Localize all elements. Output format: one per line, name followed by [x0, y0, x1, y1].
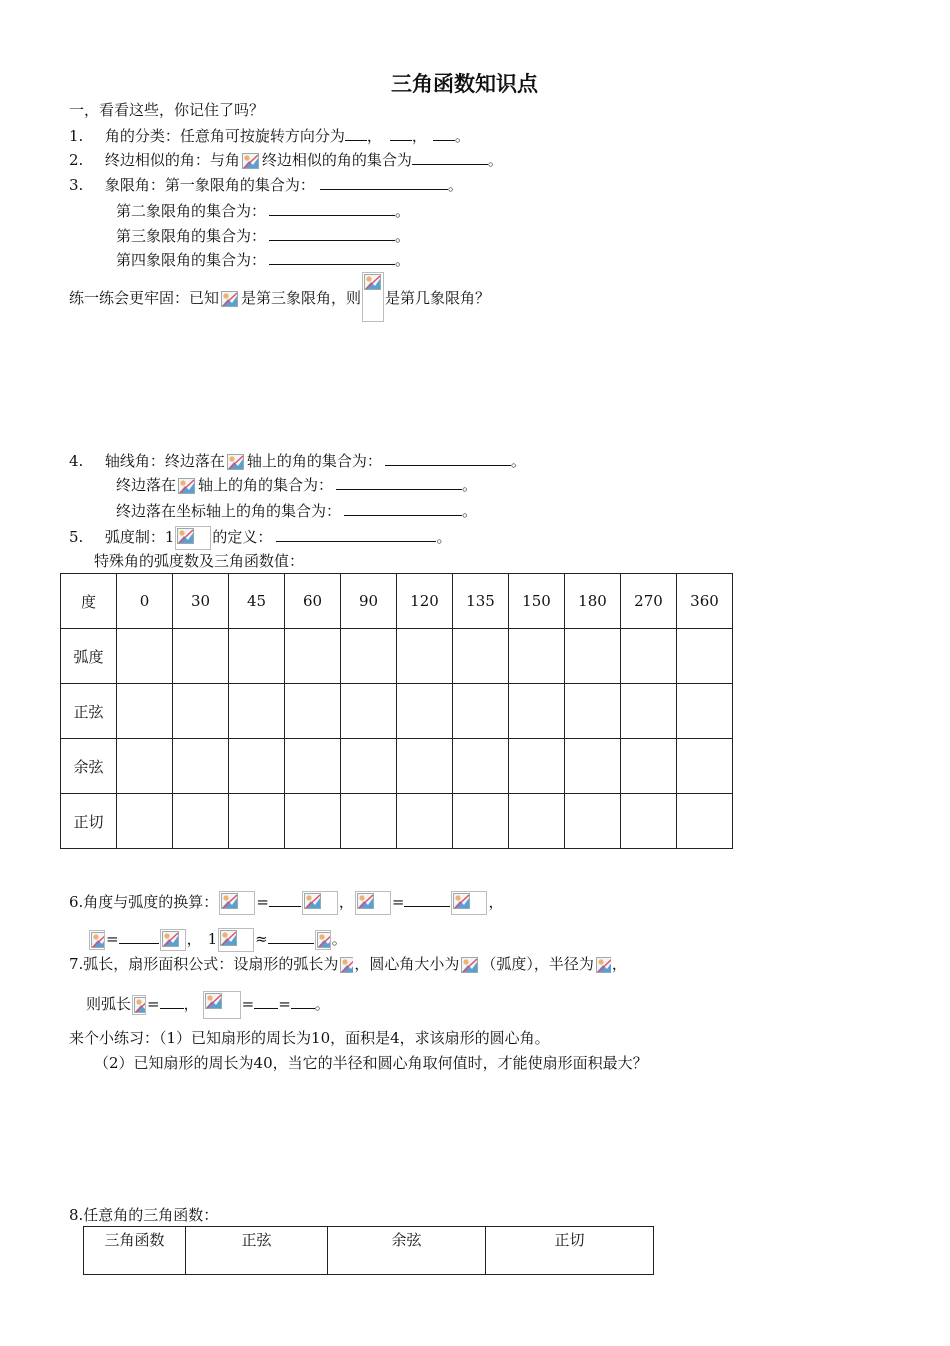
question-1 [69, 126, 470, 146]
table-cell: 余弦 [61, 739, 117, 794]
blank-cell[interactable] [341, 629, 397, 684]
special-angles-table [60, 573, 733, 849]
q4-line-1-b: 轴上的角的集合为： [246, 452, 382, 470]
table-row [61, 684, 733, 739]
blank-cell[interactable] [229, 739, 285, 794]
q1-number: 1. [69, 127, 84, 145]
blank-cell[interactable] [341, 794, 397, 849]
q2-text-b: 终边相似的角的集合为 [261, 151, 412, 169]
table-row [61, 739, 733, 794]
blank-cell[interactable] [117, 739, 173, 794]
broken-image-icon [595, 956, 611, 974]
practice-1-b: 是第三象限角，则 [241, 289, 362, 307]
table-cell: 90 [341, 574, 397, 629]
question-6 [69, 891, 504, 915]
q5-text-b: 的定义： [212, 528, 273, 546]
broken-image-icon [460, 956, 480, 974]
trig-functions-table [83, 1226, 654, 1275]
blank[interactable] [412, 150, 488, 165]
comma: ， [186, 930, 202, 948]
blank[interactable] [291, 994, 315, 1009]
q3-number: 3. [69, 176, 84, 194]
broken-image-icon [355, 891, 391, 915]
blank-cell[interactable] [677, 629, 733, 684]
question-4 [69, 451, 526, 471]
table-cell: 30 [173, 574, 229, 629]
blank-cell[interactable] [341, 739, 397, 794]
table-cell: 270 [621, 574, 677, 629]
practice-1-a: 练一练会更牢固：已知 [69, 289, 220, 307]
table-row [61, 574, 733, 629]
section-heading: 一，看看这些，你记住了吗？ [69, 101, 265, 119]
blank[interactable] [276, 527, 436, 542]
blank-cell[interactable] [565, 739, 621, 794]
broken-image-icon [226, 453, 246, 471]
table-row [84, 1227, 654, 1275]
q7-c: （弧度），半径为 [481, 955, 594, 973]
table-cell: 135 [453, 574, 509, 629]
q6-end: 。 [331, 930, 347, 948]
q4-end: 。 [462, 476, 478, 494]
blank-cell[interactable] [453, 629, 509, 684]
q4-line-3: 终边落在坐标轴上的角的集合为： [116, 502, 342, 520]
blank[interactable] [336, 475, 462, 490]
q7-line-2-a: 则弧长 [86, 995, 132, 1013]
q3-line-2-row [116, 201, 410, 221]
broken-image-icon [177, 477, 197, 495]
broken-image-icon [315, 930, 331, 950]
q1-sep: ， [366, 127, 382, 145]
q5-number: 5. [69, 528, 84, 546]
blank[interactable] [160, 994, 184, 1009]
blank-cell[interactable] [453, 739, 509, 794]
table-cell: 45 [229, 574, 285, 629]
q2-text-a: 终边相似的角：与角 [104, 151, 240, 169]
q7-d: ， [611, 955, 627, 973]
table-cell: 正弦 [186, 1227, 328, 1275]
q3-line-4: 第四象限角的集合为： [116, 251, 267, 269]
q1-sep: ， [411, 127, 427, 145]
broken-image-icon [362, 272, 384, 322]
blank-cell[interactable] [453, 794, 509, 849]
q3-end: 。 [395, 227, 411, 245]
blank-cell[interactable] [117, 629, 173, 684]
question-8: 8.任意角的三角函数： [69, 1206, 219, 1224]
table-cell: 0 [117, 574, 173, 629]
approx-sign: ≈ [255, 930, 268, 948]
broken-image-icon [218, 928, 254, 952]
q6-line-2 [88, 928, 347, 952]
blank-cell[interactable] [677, 739, 733, 794]
table-cell: 正切 [61, 794, 117, 849]
q7-b: ，圆心角大小为 [354, 955, 460, 973]
blank-cell[interactable] [509, 794, 565, 849]
q4-line-2-row [116, 475, 477, 495]
blank[interactable] [269, 892, 301, 907]
equals: = [241, 995, 255, 1013]
broken-image-icon [160, 929, 186, 951]
blank[interactable] [433, 126, 455, 141]
q3-line-4-row [116, 250, 410, 270]
broken-image-icon [89, 930, 105, 950]
blank-cell[interactable] [621, 684, 677, 739]
q3-line-1: 象限角：第一象限角的集合为： [104, 176, 315, 194]
blank-cell[interactable] [565, 684, 621, 739]
table-row [61, 629, 733, 684]
blank-cell[interactable] [285, 684, 341, 739]
blank-cell[interactable] [565, 794, 621, 849]
equals: = [391, 893, 405, 911]
broken-image-icon [241, 152, 261, 170]
q2-number: 2. [69, 151, 84, 169]
blank-cell[interactable] [453, 684, 509, 739]
blank[interactable] [404, 892, 450, 907]
blank-cell[interactable] [173, 739, 229, 794]
table-cell: 正切 [486, 1227, 654, 1275]
q3-line-3-row [116, 226, 410, 246]
q1-text: 角的分类：任意角可按旋转方向分为 [104, 127, 345, 145]
comma: ， [183, 995, 199, 1013]
broken-image-icon [175, 526, 211, 550]
q4-end: 。 [510, 452, 526, 470]
q4-line-2-b: 轴上的角的集合为： [198, 476, 334, 494]
practice-1-c: 是第几象限角？ [385, 289, 491, 307]
blank-cell[interactable] [397, 739, 453, 794]
q4-line-3-row [116, 501, 477, 521]
q7-end: 。 [314, 995, 330, 1013]
q5-sub: 特殊角的弧度数及三角函数值： [94, 552, 305, 570]
blank-cell[interactable] [229, 629, 285, 684]
practice-1 [69, 288, 490, 322]
blank-cell[interactable] [285, 739, 341, 794]
blank-cell[interactable] [285, 629, 341, 684]
blank-cell[interactable] [229, 794, 285, 849]
blank-cell[interactable] [173, 684, 229, 739]
q7-line-2 [86, 991, 330, 1019]
comma: ， [338, 893, 354, 911]
q3-line-2: 第二象限角的集合为： [116, 202, 267, 220]
broken-image-icon [339, 956, 353, 974]
table-cell: 360 [677, 574, 733, 629]
blank[interactable] [254, 994, 278, 1009]
equals: = [256, 893, 269, 911]
blank-cell[interactable] [621, 629, 677, 684]
practice-2-line-2: （2）已知扇形的周长为40，当它的半径和圆心角取何值时，才能使扇形面积最大？ [94, 1054, 648, 1072]
blank[interactable] [268, 929, 314, 944]
broken-image-icon [203, 991, 241, 1019]
blank[interactable] [390, 126, 412, 141]
blank[interactable] [385, 451, 511, 466]
blank-cell[interactable] [173, 794, 229, 849]
blank[interactable] [269, 250, 395, 265]
blank-cell[interactable] [397, 684, 453, 739]
table-cell: 正弦 [61, 684, 117, 739]
question-3 [69, 175, 463, 195]
blank[interactable] [345, 126, 367, 141]
q1-end: 。 [454, 127, 470, 145]
q4-line-1-a: 轴线角：终边落在 [104, 452, 225, 470]
table-row [61, 794, 733, 849]
blank[interactable] [119, 929, 159, 944]
practice-2-line-1: 来个小练习：（1）已知扇形的周长为10，面积是4，求该扇形的圆心角。 [69, 1029, 550, 1047]
blank[interactable] [320, 175, 448, 190]
q2-end: 。 [487, 151, 503, 169]
blank-cell[interactable] [117, 794, 173, 849]
blank-cell[interactable] [397, 794, 453, 849]
q3-end: 。 [395, 251, 411, 269]
blank-cell[interactable] [677, 684, 733, 739]
q4-end: 。 [462, 502, 478, 520]
table-cell: 度 [61, 574, 117, 629]
q4-number: 4. [69, 452, 84, 470]
q6-label: 6.角度与弧度的换算： [69, 893, 219, 911]
q3-line-3: 第三象限角的集合为： [116, 227, 267, 245]
page-title: 三角函数知识点 [391, 71, 538, 96]
blank-cell[interactable] [117, 684, 173, 739]
question-7 [69, 954, 627, 974]
blank-cell[interactable] [509, 739, 565, 794]
blank[interactable] [344, 501, 462, 516]
table-cell: 三角函数 [84, 1227, 186, 1275]
comma: ， [488, 893, 504, 911]
table-cell: 余弦 [328, 1227, 486, 1275]
equals: = [106, 930, 119, 948]
broken-image-icon [220, 290, 240, 308]
blank-cell[interactable] [173, 629, 229, 684]
table-cell: 150 [509, 574, 565, 629]
table-cell: 180 [565, 574, 621, 629]
blank-cell[interactable] [397, 629, 453, 684]
blank-cell[interactable] [621, 794, 677, 849]
q3-end: 。 [395, 202, 411, 220]
q5-end: 。 [436, 528, 452, 546]
broken-image-icon [132, 995, 146, 1015]
equals: = [278, 995, 291, 1013]
broken-image-icon [451, 891, 487, 915]
blank-cell[interactable] [229, 684, 285, 739]
q4-line-2-a: 终边落在 [116, 476, 177, 494]
broken-image-icon [219, 891, 255, 915]
blank[interactable] [269, 201, 395, 216]
blank-cell[interactable] [677, 794, 733, 849]
blank-cell[interactable] [509, 684, 565, 739]
equals: = [147, 995, 160, 1013]
blank-cell[interactable] [509, 629, 565, 684]
table-cell: 60 [285, 574, 341, 629]
q3-end: 。 [447, 176, 463, 194]
question-2 [69, 150, 503, 170]
q5-text-a: 弧度制：1 [104, 528, 175, 546]
broken-image-icon [302, 891, 338, 915]
question-5 [69, 526, 451, 550]
blank-cell[interactable] [565, 629, 621, 684]
blank-cell[interactable] [285, 794, 341, 849]
blank[interactable] [269, 226, 395, 241]
one: 1 [207, 930, 218, 948]
blank-cell[interactable] [621, 739, 677, 794]
table-cell: 弧度 [61, 629, 117, 684]
blank-cell[interactable] [341, 684, 397, 739]
q7-label: 7.弧长，扇形面积公式：设扇形的弧长为 [69, 955, 339, 973]
table-cell: 120 [397, 574, 453, 629]
